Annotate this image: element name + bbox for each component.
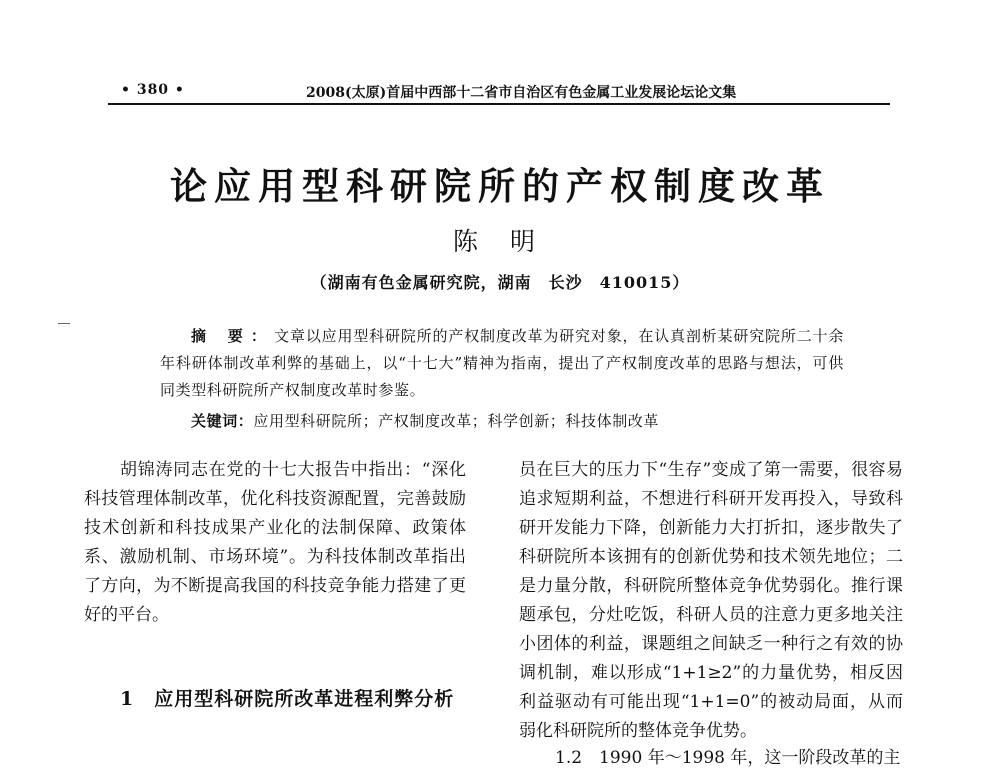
keywords-text: 应用型科研院所；产权制度改革；科学创新；科技体制改革 <box>253 412 660 430</box>
article-title: 论应用型科研院所的产权制度改革 <box>170 164 830 208</box>
section-heading: 1 应用型科研院所改革进程利弊分析 <box>120 688 455 710</box>
keywords <box>191 410 659 431</box>
header-rule <box>108 103 890 105</box>
abstract-text: 文章以应用型科研院所的产权制度改革为研究对象，在认真剖析某研究院所二十余年科研体制改革利弊的基础上，以“十七大”精神为指南，提出了产权制度改革的思路与想法，可供同类型科研院所产权制度改革时参鉴。 <box>160 327 844 399</box>
body-right-column <box>519 456 903 746</box>
intro-paragraph: 胡锦涛同志在党的十七大报告中指出：“深化科技管理体制改革，优化科技资源配置，完善鼓励技术创新和科技成果产业化的法制保障、政策体系、激励机制、市场环境”。为科技体制改革指出了方向，为不断提高我国的科技竞争能力搭建了更好的平台。 <box>84 460 466 625</box>
page-number: • 380 • <box>121 82 185 98</box>
margin-mark <box>58 323 70 324</box>
keywords-label: 关键词： <box>191 412 254 430</box>
abstract-label: 摘 要： <box>191 327 275 345</box>
running-title: 2008(太原)首届中西部十二省市自治区有色金属工业发展论坛论文集 <box>306 85 737 101</box>
author-affiliation: （湖南有色金属研究院，湖南 长沙 410015） <box>310 273 690 292</box>
author-name: 陈 明 <box>453 227 547 256</box>
subsection-heading-partial: 1.2 1990 年～1998 年，这一阶段改革的主 <box>555 748 901 768</box>
body-left-column <box>84 456 466 630</box>
abstract <box>160 323 844 404</box>
continued-paragraph: 员在巨大的压力下“生存”变成了第一需要，很容易追求短期利益，不想进行科研开发再投入，导致科研开发能力下降，创新能力大打折扣，逐步散失了科研院所本该拥有的创新优势和技术领先地位；二是力量分散，科研院所整体竞争优势弱化。推行课题承包，分灶吃饭，科研人员的注意力更多地关注小团体的利益，课题组之间缺乏一种行之有效的协调机制，难以形成“1+1≥2”的力量优势，相反因利益驱动有可能出现“1+1=0”的被动局面，从而弱化科研院所的整体竞争优势。 <box>519 460 903 741</box>
